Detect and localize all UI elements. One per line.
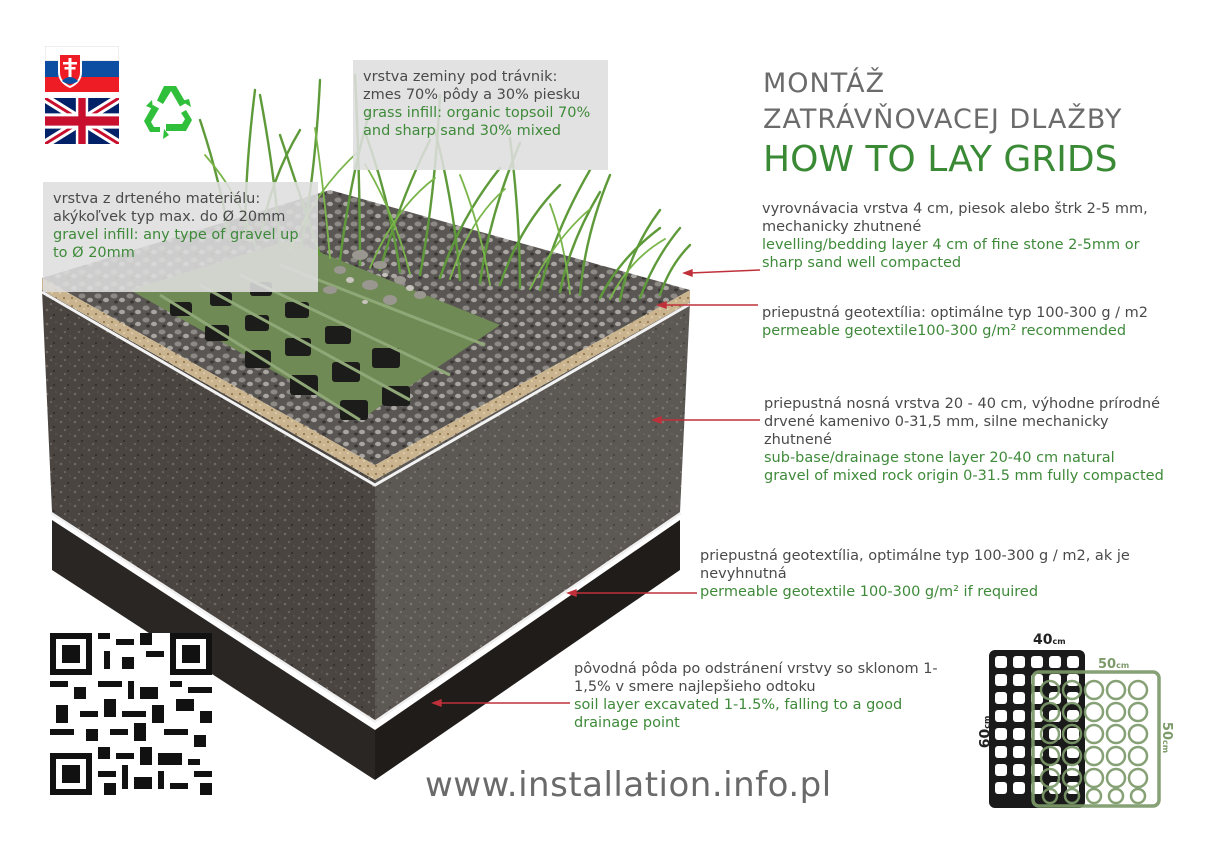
layer-en: soil layer excavated 1-1.5%, falling to a good drainage point — [574, 697, 903, 731]
grid-product-illustration — [975, 632, 1180, 812]
title-line-1: MONTÁŽ — [763, 68, 886, 99]
dimension-unit: cm — [1052, 637, 1066, 646]
dimension-60 — [977, 716, 993, 749]
layer-en: levelling/bedding layer 4 cm of fine stone 2-5mm or sharp sand well compacted — [762, 237, 1140, 271]
layer-en: permeable geotextile 100-300 g/m² if required — [700, 584, 1039, 600]
layer-en: permeable geotextile100-300 g/m² recommended — [762, 323, 1127, 339]
website-url[interactable]: www.installation.info.pl — [425, 765, 832, 805]
gravel-infill-sk: vrstva z drteného materiálu: akýkoľvek typ max. do Ø 20mm — [53, 191, 286, 225]
arrowhead — [684, 270, 692, 276]
layer-sk: priepustná nosná vrstva 20 - 40 cm, výhodne prírodné drvené kamenivo 0-31,5 mm, silne mechanicky zhutnené — [764, 396, 1161, 448]
dimension-unit: cm — [1116, 661, 1130, 670]
arrowhead — [653, 417, 661, 423]
layer-sk: pôvodná pôda po odstránení vrstvy so sklonom 1-1,5% v smere najlepšieho odtoku — [574, 661, 938, 695]
layer-sk: priepustná geotextília, optimálne typ 100-300 g / m2, ak je nevyhnutná — [700, 548, 1130, 582]
dimension-50-height — [1159, 722, 1174, 753]
qr-code-icon[interactable] — [50, 633, 212, 795]
arrow-bedding — [690, 270, 760, 273]
dimension-value: 40 — [1033, 632, 1053, 648]
dimension-value: 50 — [1098, 657, 1117, 672]
arrowhead — [568, 590, 576, 596]
dimension-50-width — [1098, 657, 1129, 672]
dimension-value: 60 — [977, 728, 994, 749]
title-line-2: ZATRÁVŇOVACEJ DLAŽBY — [763, 104, 1123, 135]
grass-infill-en: grass infill: organic topsoil 70% and sharp sand 30% mixed — [363, 105, 591, 139]
arrowhead — [433, 700, 441, 706]
dimension-unit: cm — [1161, 740, 1171, 754]
layer-sk: vyrovnávacia vrstva 4 cm, piesok alebo štrk 2-5 mm, mechanicky zhutnené — [762, 201, 1148, 235]
arrowhead — [658, 302, 666, 308]
title-line-3: HOW TO LAY GRIDS — [763, 139, 1118, 180]
gravel-infill-en: gravel infill: any type of gravel up to Ø 20mm — [53, 227, 299, 261]
layer-sk: priepustná geotextília: optimálne typ 100-300 g / m2 — [762, 305, 1148, 321]
dimension-40 — [1033, 632, 1066, 648]
dimension-unit: cm — [982, 715, 992, 729]
grass-infill-sk: vrstva zeminy pod trávnik: zmes 70% pôdy a 30% piesku — [363, 69, 581, 103]
dimension-value: 50 — [1159, 721, 1175, 741]
layer-en: sub-base/drainage stone layer 20-40 cm natural gravel of mixed rock origin 0-31.5 mm fully compacted — [764, 450, 1164, 484]
